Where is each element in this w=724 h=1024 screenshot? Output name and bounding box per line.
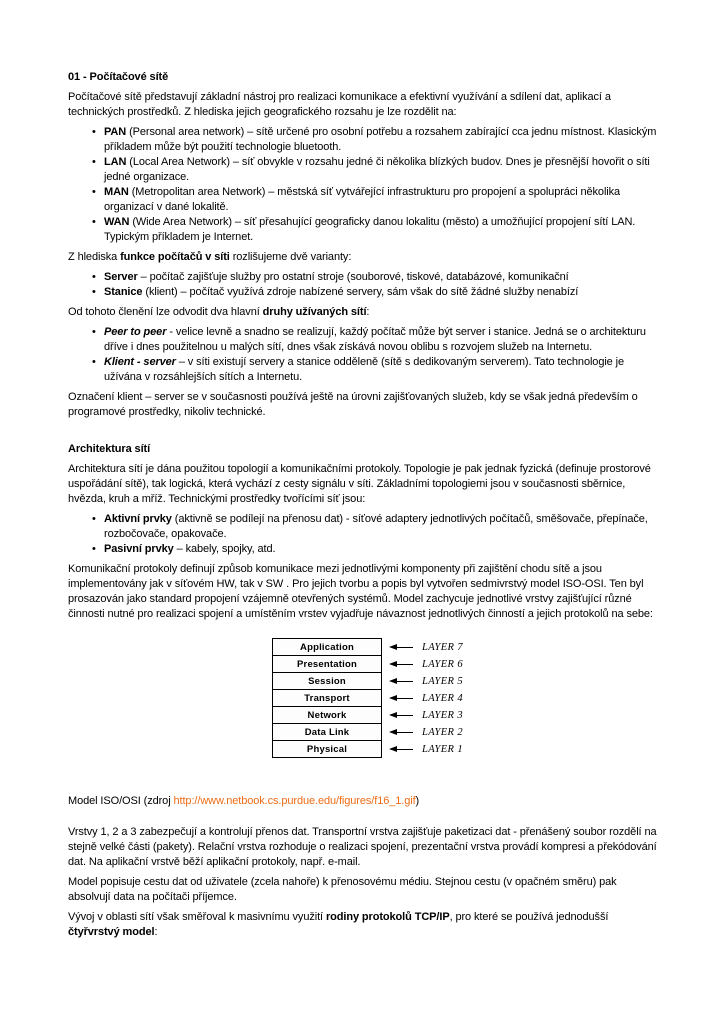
list-item: [68, 285, 660, 300]
osi-layer-label: LAYER 7: [422, 641, 464, 653]
arrow-left-icon: [389, 678, 397, 684]
osi-layer-pointer: [389, 640, 463, 655]
text-segment: Klient - server: [104, 356, 176, 368]
osi-layer-box: Data Link: [272, 723, 382, 741]
paragraph: [68, 390, 660, 420]
text-segment: , pro které se používá jednodušší: [449, 911, 609, 923]
list-item: [68, 125, 660, 155]
osi-layer-pointer: [389, 674, 463, 689]
text-segment: WAN: [104, 216, 130, 228]
text-segment: funkce počítačů v síti: [120, 251, 230, 263]
osi-layer-label: LAYER 6: [422, 658, 464, 670]
osi-layer-box: Physical: [272, 740, 382, 758]
text-segment: (aktivně se podílejí na přenosu dat) - síťové adaptery jednotlivých počítačů, směšovače, přepínače, rozbočovače, opakovače.: [104, 513, 648, 540]
text-segment: (Personal area network) – sítě určené pro osobní potřebu a rozsahem zabírající cca jednu místnost. Klasickým příkladem může být použití technologie bluetooth.: [104, 126, 657, 153]
osi-model-diagram: [272, 638, 463, 758]
osi-layer-pointer: [389, 657, 463, 672]
osi-layer-pointer: [389, 708, 463, 723]
osi-layer-pointer: [389, 691, 463, 706]
caption-suffix: ): [415, 795, 420, 807]
list-item: [68, 270, 660, 285]
text-segment: 01 - Počítačové sítě: [68, 71, 169, 83]
osi-layer-box: Transport: [272, 689, 382, 707]
bullet-list: [68, 325, 660, 385]
bullet-list: [68, 125, 660, 245]
osi-layer-box: Session: [272, 672, 382, 690]
osi-layer-row: [272, 655, 463, 673]
document-body: [68, 70, 660, 945]
osi-layer-pointer: [389, 742, 463, 757]
text-segment: :: [366, 306, 370, 318]
osi-layer-label: LAYER 5: [422, 675, 464, 687]
osi-layer-row: [272, 638, 463, 656]
paragraph: [68, 250, 660, 265]
osi-layer-box: Application: [272, 638, 382, 656]
list-item: [68, 215, 660, 245]
arrow-left-icon: [389, 644, 397, 650]
text-segment: PAN: [104, 126, 127, 138]
list-item: [68, 185, 660, 215]
page-title: [68, 70, 660, 85]
source-link[interactable]: http://www.netbook.cs.purdue.edu/figures/f16_1.gif: [173, 795, 416, 807]
text-segment: Stanice: [104, 286, 143, 298]
text-segment: Server: [104, 271, 138, 283]
arrow-line: [397, 698, 413, 699]
osi-layer-label: LAYER 2: [422, 726, 464, 738]
osi-layer-row: [272, 723, 463, 741]
paragraph: [68, 462, 660, 507]
paragraph: [68, 825, 660, 870]
bullet-list: [68, 512, 660, 557]
list-item: [68, 325, 660, 355]
paragraph: [68, 90, 660, 120]
text-segment: Architektura sítí je dána použitou topologií a komunikačními protokoly. Topologie je pak jednak fyzická (definuje prostorové uspořádání sítě), tak logická, která vychází z cesty signálu v síti. Základními topologiemi jsou v současnosti sběrnice, hvězda, kruh a mříž. Technickými prostředky tvořícími síť jsou:: [68, 463, 651, 505]
text-segment: Aktivní prvky: [104, 513, 172, 525]
osi-layer-box: Network: [272, 706, 382, 724]
paragraph: [68, 305, 660, 320]
arrow-line: [397, 749, 413, 750]
text-segment: rozlišujeme dvě varianty:: [229, 251, 352, 263]
text-segment: – počítač zajišťuje služby pro ostatní stroje (souborové, tiskové, databázové, komunikační: [137, 271, 569, 283]
text-segment: Vývoj v oblasti sítí však směřoval k masivnímu využití: [68, 911, 326, 923]
bullet-list: [68, 270, 660, 300]
arrow-line: [397, 732, 413, 733]
caption-prefix: Model ISO/OSI (zdroj: [68, 795, 174, 807]
text-segment: čtyřvrstvý model: [68, 926, 155, 938]
paragraph: [68, 910, 660, 940]
text-segment: – kabely, spojky, atd.: [173, 543, 276, 555]
arrow-left-icon: [389, 729, 397, 735]
text-segment: Architektura sítí: [68, 443, 151, 455]
osi-layer-label: LAYER 1: [422, 743, 464, 755]
arrow-left-icon: [389, 746, 397, 752]
arrow-left-icon: [389, 661, 397, 667]
osi-layer-row: [272, 689, 463, 707]
text-segment: Počítačové sítě představují základní nástroj pro realizaci komunikace a efektivní využívání a sdílení dat, aplikací a technických prostředků. Z hlediska jejich geografického rozsahu je lze rozdělit na:: [68, 91, 611, 118]
text-segment: (Local Area Network) – síť obvykle v rozsahu jedné či několika blízkých budov. Dnes je přesnější hovořit o síti jedné organizace.: [104, 156, 650, 183]
text-segment: – v síti existují servery a stanice odděleně (sítě s dedikovaným serverem). Tato technologie je užívána v rozsáhlejších sítích a Internetu.: [104, 356, 625, 383]
arrow-line: [397, 647, 413, 648]
text-segment: Pasivní prvky: [104, 543, 174, 555]
arrow-line: [397, 664, 413, 665]
text-segment: Komunikační protokoly definují způsob komunikace mezi jednotlivými komponenty při zajištění chodu sítě a jsou implementovány jak v síťovém HW, tak v SW . Pro jejich tvorbu a popis byl vytvořen sedmivrstvý model ISO-OSI. Ten byl prosazován jako standard propojení vzájemně otevřených systémů. Model zachycuje jednotlivé vrstvy zajišťující různé činnosti nutné pro realizaci spojení a umístěním vrstev vyjadřuje návaznost jednotlivých činností a jejich protokolů na sebe:: [68, 563, 653, 620]
paragraph: [68, 875, 660, 905]
text-segment: rodiny protokolů TCP/IP: [325, 911, 450, 923]
text-segment: Označení klient – server se v současnosti používá ještě na úrovni zajišťovaných služeb, kdy se však jedná především o programové prostředky, nikoliv technické.: [68, 391, 638, 418]
arrow-line: [397, 681, 413, 682]
paragraph: [68, 562, 660, 622]
text-segment: LAN: [104, 156, 127, 168]
text-segment: Vrstvy 1, 2 a 3 zabezpečují a kontrolují přenos dat. Transportní vrstva zajišťuje paketizaci dat - přenášený soubor rozdělí na stejně velké části (pakety). Relační vrstva rozhoduje o realizaci spojení, prezentační vrstva provádí kompresi a překódování dat. Na aplikační vrstvě běží aplikační protokoly, např. e-mail.: [68, 826, 657, 868]
osi-layer-row: [272, 706, 463, 724]
text-segment: druhy užívaných sítí: [262, 306, 367, 318]
list-item: [68, 512, 660, 542]
list-item: [68, 155, 660, 185]
text-segment: :: [154, 926, 158, 938]
osi-layer-box: Presentation: [272, 655, 382, 673]
text-segment: (Wide Area Network) – síť přesahující geograficky danou lokalitu (město) a umožňující propojení sítí LAN. Typickým příkladem je Internet.: [104, 216, 636, 243]
text-segment: Od tohoto členění lze odvodit dva hlavní: [68, 306, 263, 318]
osi-layer-label: LAYER 3: [422, 709, 464, 721]
section-heading-architektura: [68, 442, 660, 457]
osi-layer-pointer: [389, 725, 463, 740]
text-segment: - velice levně a snadno se realizují, každý počítač může být server i stanice. Jedná se o architekturu dříve i dnes použitelnou u malých sítí, dnes však získává novou oblibu s rozvojem služeb na Internetu.: [104, 326, 646, 353]
osi-layer-row: [272, 672, 463, 690]
list-item: [68, 355, 660, 385]
arrow-line: [397, 715, 413, 716]
text-segment: MAN: [104, 186, 129, 198]
text-segment: Model popisuje cestu dat od uživatele (zcela nahoře) k přenosovému médiu. Stejnou cestu (v opačném směru) pak absolvují data na počítači příjemce.: [68, 876, 617, 903]
text-segment: Peer to peer: [104, 326, 167, 338]
figure-caption: [68, 794, 660, 809]
arrow-left-icon: [389, 712, 397, 718]
text-segment: Z hlediska: [68, 251, 121, 263]
list-item: [68, 542, 660, 557]
osi-layer-row: [272, 740, 463, 758]
text-segment: (klient) – počítač využívá zdroje nabízené servery, sám však do sítě žádné služby nenabízí: [142, 286, 579, 298]
text-segment: (Metropolitan area Network) – městská síť vytvářející infrastrukturu pro propojení a spolupráci několika organizací v dané lokalitě.: [104, 186, 621, 213]
arrow-left-icon: [389, 695, 397, 701]
osi-layer-label: LAYER 4: [422, 692, 464, 704]
